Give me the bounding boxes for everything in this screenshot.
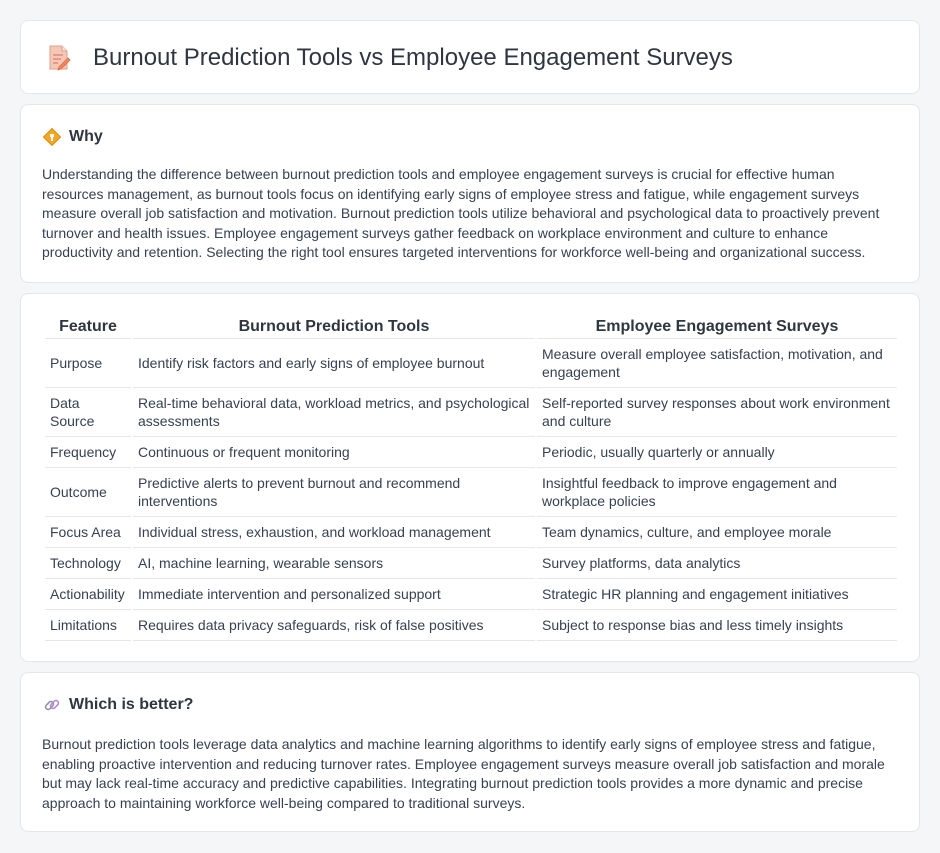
feature-cell: Frequency [45, 437, 131, 468]
diamond-sign-icon [43, 128, 61, 146]
burnout-cell: Predictive alerts to prevent burnout and recommend interventions [133, 468, 535, 517]
comparison-section [20, 293, 920, 662]
header-engagement-surveys: Employee Engagement Surveys [537, 316, 897, 339]
engagement-cell: Survey platforms, data analytics [537, 548, 897, 579]
comparison-table [43, 316, 899, 641]
better-heading: Which is better? [69, 696, 194, 713]
why-text: Understanding the difference between burnout prediction tools and employee engagement surveys is crucial for effective human resources management, as burnout tools focus on identifying early signs of employee stress and fatigue, while engagement surveys measure overall job satisfaction and motivation. Burnout prediction tools utilize behavioral and psychological data to proactively prevent turnover and health issues. Employee engagement surveys gather feedback on workplace environment and culture to enhance productivity and retention. Selecting the right tool ensures targeted interventions for workforce well-being and organizational success. [42, 166, 880, 261]
header-feature: Feature [45, 316, 131, 339]
burnout-cell: Requires data privacy safeguards, risk of false positives [133, 610, 535, 641]
engagement-cell: Strategic HR planning and engagement initiatives [537, 579, 897, 610]
table-row [45, 548, 897, 579]
document-edit-icon [47, 45, 71, 71]
which-is-better-section [20, 672, 920, 832]
burnout-cell: Individual stress, exhaustion, and workload management [133, 517, 535, 548]
engagement-cell: Measure overall employee satisfaction, motivation, and engagement [537, 339, 897, 388]
engagement-cell: Subject to response bias and less timely insights [537, 610, 897, 641]
burnout-cell: AI, machine learning, wearable sensors [133, 548, 535, 579]
link-icon [43, 696, 61, 714]
table-row [45, 610, 897, 641]
better-heading-row [43, 695, 193, 715]
engagement-cell: Self-reported survey responses about work environment and culture [537, 388, 897, 437]
engagement-cell: Team dynamics, culture, and employee morale [537, 517, 897, 548]
feature-cell: Data Source [45, 388, 131, 437]
burnout-cell: Continuous or frequent monitoring [133, 437, 535, 468]
feature-cell: Actionability [45, 579, 131, 610]
table-header-row [45, 316, 897, 339]
feature-cell: Outcome [45, 468, 131, 517]
table-row [45, 468, 897, 517]
why-section [20, 104, 920, 283]
better-text: Burnout prediction tools leverage data analytics and machine learning algorithms to identify early signs of employee stress and fatigue, enabling proactive intervention and reducing turnover rates. Employee engagement surveys measure overall job satisfaction and morale but may lack real-time accuracy and predictive capabilities. Integrating burnout prediction tools provides a more dynamic and precise approach to maintaining workforce well-being compared to traditional surveys. [42, 736, 885, 811]
header-card [20, 20, 920, 94]
table-row [45, 339, 897, 388]
table-row [45, 579, 897, 610]
why-heading: Why [69, 128, 103, 145]
burnout-cell: Identify risk factors and early signs of employee burnout [133, 339, 535, 388]
feature-cell: Technology [45, 548, 131, 579]
burnout-cell: Immediate intervention and personalized support [133, 579, 535, 610]
table-row [45, 388, 897, 437]
feature-cell: Focus Area [45, 517, 131, 548]
engagement-cell: Periodic, usually quarterly or annually [537, 437, 897, 468]
why-heading-row [43, 127, 103, 147]
feature-cell: Limitations [45, 610, 131, 641]
table-row [45, 437, 897, 468]
header-burnout-tools: Burnout Prediction Tools [133, 316, 535, 339]
page-title: Burnout Prediction Tools vs Employee Engagement Surveys [93, 44, 733, 71]
feature-cell: Purpose [45, 339, 131, 388]
burnout-cell: Real-time behavioral data, workload metrics, and psychological assessments [133, 388, 535, 437]
table-row [45, 517, 897, 548]
engagement-cell: Insightful feedback to improve engagement and workplace policies [537, 468, 897, 517]
